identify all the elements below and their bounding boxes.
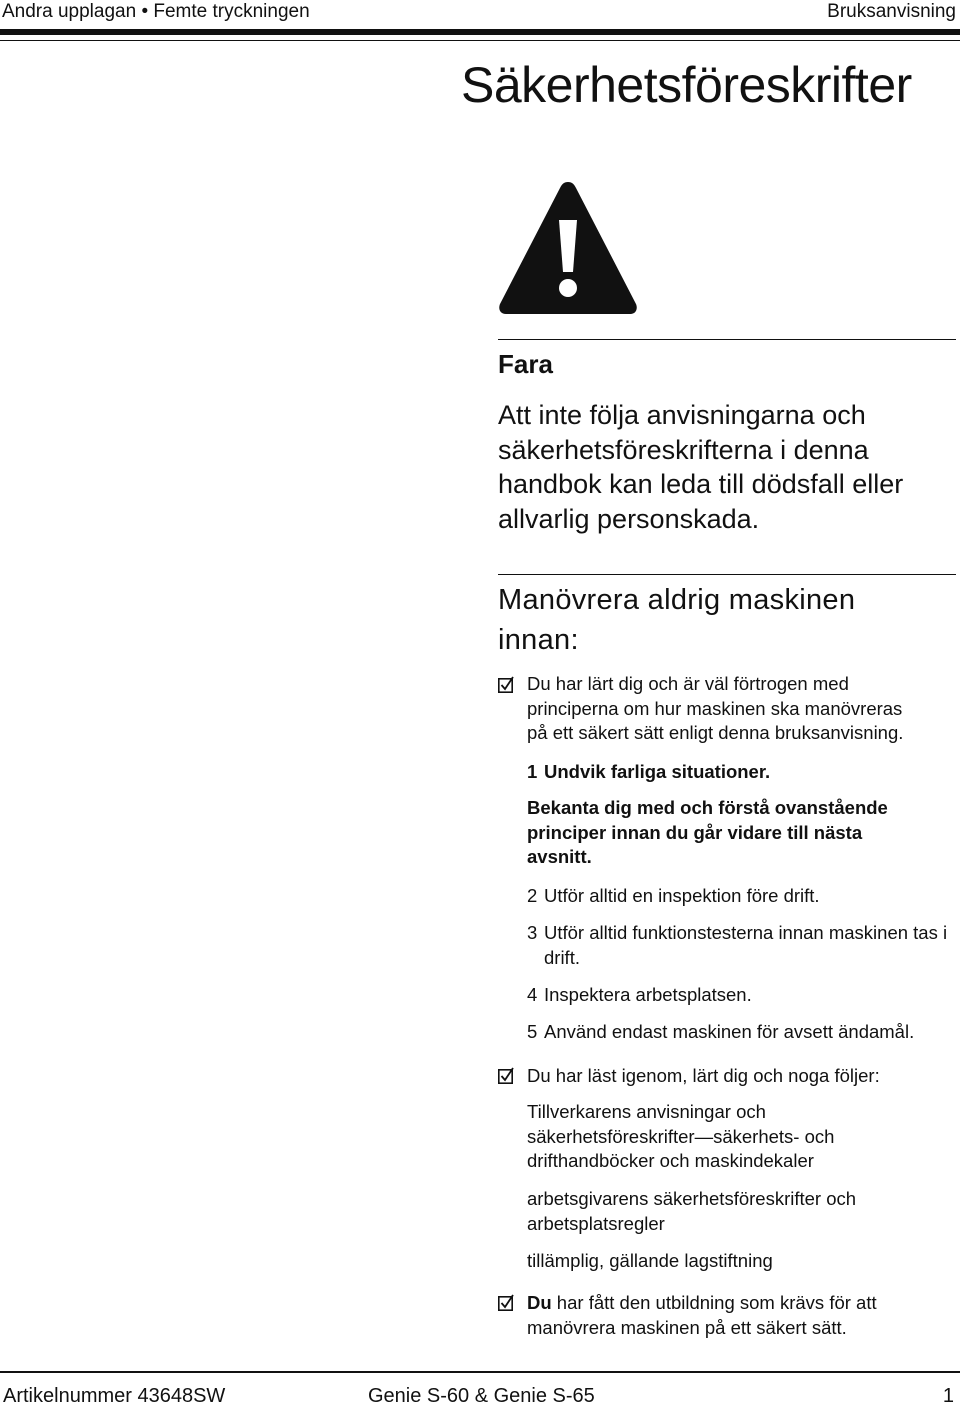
checkbox-icon (498, 1294, 514, 1312)
sub-item-legislation: tillämplig, gällande lagstiftning (527, 1250, 773, 1271)
step-number: 4 (527, 984, 538, 1005)
section-heading: Manövrera aldrig maskinen innan: (498, 584, 856, 656)
step-5 (527, 1020, 957, 1045)
step-1 (527, 760, 957, 785)
footer-page-number: 1 (942, 1385, 954, 1407)
step-number: 2 (527, 885, 538, 906)
step-text: Utför alltid en inspektion före drift. (544, 885, 820, 906)
step-text: Undvik farliga situationer. (544, 761, 771, 782)
header-manual-type: Bruksanvisning (827, 1, 956, 22)
checklist-item-training: Du har lärt dig och är väl förtrogen med principerna om hur maskinen ska manövreras på ett säkert sätt enligt denna bruksanvisning. (527, 673, 904, 743)
step-number: 1 (527, 761, 538, 782)
fara-heading: Fara (498, 349, 553, 379)
step-number: 5 (527, 1021, 538, 1042)
header-edition: Andra upplagan • Femte tryckningen (2, 1, 310, 22)
fara-rule (498, 339, 956, 340)
section-note: Bekanta dig med och förstå ovanstående principer innan du går vidare till nästa avsnitt. (527, 797, 888, 867)
checkbox-icon (498, 1067, 514, 1085)
sub-item-employer: arbetsgivarens säkerhetsföreskrifter och arbetsplatsregler (527, 1188, 857, 1234)
checklist-item-trained (527, 1291, 927, 1340)
step-2 (527, 884, 957, 909)
footer-model: Genie S-60 & Genie S-65 (368, 1385, 595, 1407)
step-4 (527, 983, 957, 1008)
step-3 (527, 921, 960, 970)
header-rule-thin (0, 40, 960, 41)
sub-item-manufacturer: Tillverkarens anvisningar och säkerhetsföreskrifter—säkerhets- och drifthandböcker och maskindekaler (527, 1101, 835, 1171)
footer-part-number: Artikelnummer 43648SW (3, 1385, 226, 1407)
item-text: har fått den utbildning som krävs för att manövrera maskinen på ett säkert sätt. (527, 1292, 877, 1338)
item-emphasis: Du (527, 1292, 552, 1313)
section-rule (498, 574, 956, 575)
step-number: 3 (527, 922, 538, 943)
footer-rule (0, 1371, 960, 1373)
step-text: Använd endast maskinen för avsett ändamål. (544, 1021, 915, 1042)
fara-text: Att inte följa anvisningarna och säkerhetsföreskrifterna i denna handbok kan leda till dödsfall eller allvarlig personskada. (498, 400, 904, 534)
warning-icon (497, 180, 639, 316)
page-title: Säkerhetsföreskrifter (461, 57, 912, 113)
checklist-item-read: Du har läst igenom, lärt dig och noga följer: (527, 1065, 880, 1086)
step-text: Utför alltid funktionstesterna innan maskinen tas i drift. (544, 922, 948, 968)
header-rule-thick (0, 29, 960, 35)
step-text: Inspektera arbetsplatsen. (544, 984, 752, 1005)
checkbox-icon (498, 676, 514, 694)
